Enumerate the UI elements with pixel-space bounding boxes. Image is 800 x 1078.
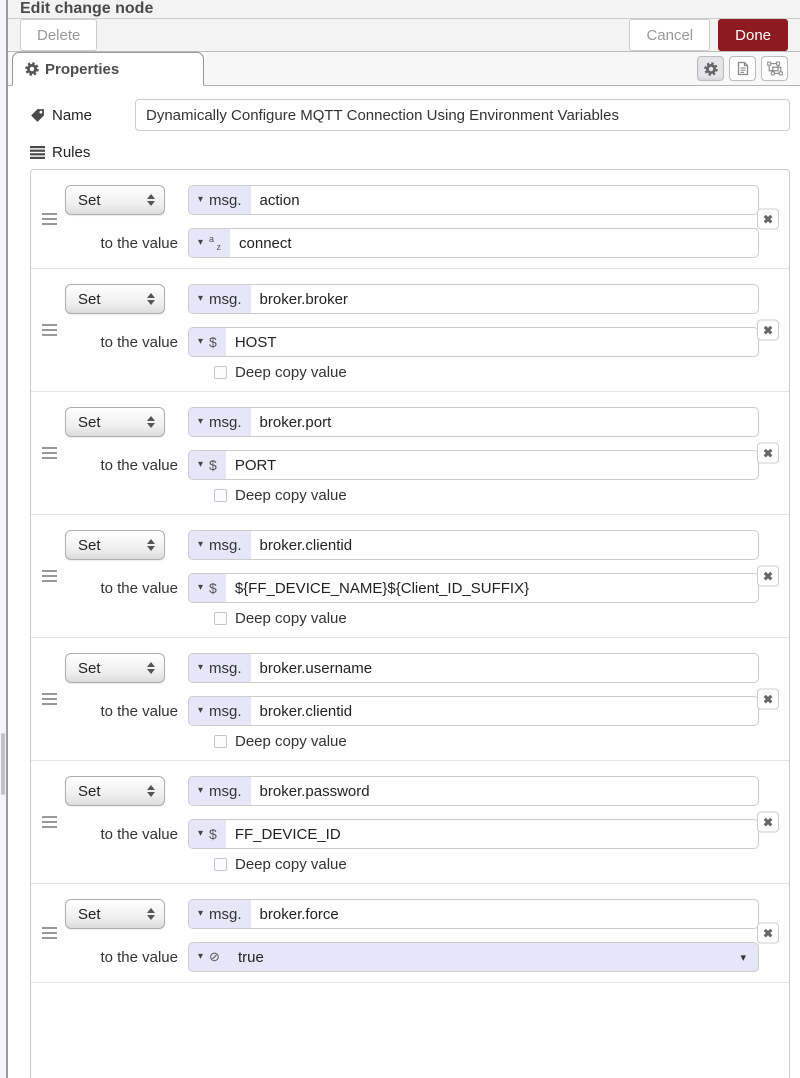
select-arrows-icon xyxy=(147,539,155,551)
rule-value-row xyxy=(65,450,759,480)
name-label-text: Name xyxy=(52,106,93,124)
delete-rule-button[interactable]: ✖ xyxy=(757,689,779,710)
chevron-down-icon: ▾ xyxy=(740,951,746,964)
to-value-label: to the value xyxy=(100,579,178,597)
chevron-down-icon: ▾ xyxy=(198,662,204,673)
value-type-button[interactable] xyxy=(189,451,226,479)
tab-properties-label: Properties xyxy=(45,60,120,78)
property-value: broker.port xyxy=(259,413,332,431)
dialog-toolbar xyxy=(8,19,800,52)
rule-row xyxy=(31,268,789,391)
delete-rule-button[interactable]: ✖ xyxy=(757,209,779,230)
property-value: broker.password xyxy=(259,782,370,800)
chevron-down-icon: ▾ xyxy=(198,539,204,550)
rule-property-row xyxy=(65,899,759,929)
action-select-value: Set xyxy=(78,905,101,923)
name-label xyxy=(30,107,135,124)
deep-copy-row xyxy=(65,364,759,381)
tab-bar xyxy=(8,52,800,86)
deep-copy-row xyxy=(65,487,759,504)
group-selection-icon xyxy=(767,61,783,76)
action-select-value: Set xyxy=(78,659,101,677)
property-type-button[interactable] xyxy=(189,285,251,313)
action-select-value: Set xyxy=(78,413,101,431)
delete-rule-button[interactable]: ✖ xyxy=(757,320,779,341)
select-arrows-icon xyxy=(147,194,155,206)
rule-value-row xyxy=(65,573,759,603)
select-arrows-icon xyxy=(147,662,155,674)
select-arrows-icon xyxy=(147,416,155,428)
property-type-button[interactable] xyxy=(189,408,251,436)
rule-value: HOST xyxy=(234,333,277,351)
property-value: action xyxy=(259,191,300,209)
property-input[interactable] xyxy=(188,653,759,683)
chevron-down-icon: ▾ xyxy=(198,237,204,248)
to-value-label: to the value xyxy=(100,333,178,351)
action-select-value: Set xyxy=(78,191,101,209)
rule-row xyxy=(31,170,789,268)
env-var-type-icon: $ xyxy=(209,580,217,596)
to-value-label: to the value xyxy=(100,825,178,843)
action-select[interactable] xyxy=(65,407,165,437)
chevron-down-icon: ▾ xyxy=(198,785,204,796)
delete-rule-button[interactable]: ✖ xyxy=(757,923,779,944)
rule-value-row xyxy=(65,942,759,972)
deep-copy-checkbox[interactable] xyxy=(214,366,227,379)
drag-handle-icon[interactable] xyxy=(39,924,60,942)
property-input[interactable] xyxy=(188,899,759,929)
delete-button[interactable]: Delete xyxy=(20,19,97,51)
rule-property-row xyxy=(65,653,759,683)
delete-rule-button[interactable]: ✖ xyxy=(757,443,779,464)
rule-row xyxy=(31,637,789,760)
env-var-type-icon: $ xyxy=(209,457,217,473)
action-select[interactable] xyxy=(65,653,165,683)
msg-type-label: msg. xyxy=(209,290,242,308)
string-type-icon: a z xyxy=(209,233,222,252)
rule-value: FF_DEVICE_ID xyxy=(234,825,341,843)
value-type-button[interactable] xyxy=(189,229,230,257)
scrollbar-thumb[interactable] xyxy=(1,733,5,795)
workspace-gutter xyxy=(0,0,8,1078)
deep-copy-label: Deep copy value xyxy=(235,610,347,627)
action-select-value: Set xyxy=(78,536,101,554)
rule-value: PORT xyxy=(234,456,277,474)
property-value: broker.clientid xyxy=(259,536,353,554)
property-value: broker.username xyxy=(259,659,373,677)
select-arrows-icon xyxy=(147,908,155,920)
drag-handle-icon[interactable] xyxy=(39,321,60,339)
action-select-value: Set xyxy=(78,782,101,800)
msg-type-label: msg. xyxy=(209,782,242,800)
description-view-button[interactable] xyxy=(729,56,756,81)
chevron-down-icon: ▾ xyxy=(198,459,204,470)
value-input[interactable] xyxy=(188,228,759,258)
edit-dialog xyxy=(8,0,800,1078)
value-input[interactable] xyxy=(188,819,759,849)
chevron-down-icon: ▾ xyxy=(198,336,204,347)
rules-list xyxy=(30,169,790,1078)
rule-value: ${FF_DEVICE_NAME}${Client_ID_SUFFIX} xyxy=(234,579,530,597)
deep-copy-label: Deep copy value xyxy=(235,733,347,750)
property-type-button[interactable] xyxy=(189,777,251,805)
deep-copy-checkbox[interactable] xyxy=(214,489,227,502)
action-select[interactable] xyxy=(65,899,165,929)
rules-label-text: Rules xyxy=(52,144,91,161)
cancel-button[interactable]: Cancel xyxy=(629,19,710,51)
action-select[interactable] xyxy=(65,776,165,806)
rule-property-row xyxy=(65,284,759,314)
deep-copy-row xyxy=(65,733,759,750)
chevron-down-icon: ▾ xyxy=(198,828,204,839)
drag-handle-icon[interactable] xyxy=(39,813,60,831)
property-type-button[interactable] xyxy=(189,900,251,928)
chevron-down-icon: ▾ xyxy=(198,951,204,962)
deep-copy-label: Deep copy value xyxy=(235,487,347,504)
deep-copy-row xyxy=(65,610,759,627)
property-type-button[interactable] xyxy=(189,654,251,682)
msg-type-label: msg. xyxy=(209,191,242,209)
action-select-value: Set xyxy=(78,290,101,308)
to-value-label: to the value xyxy=(100,234,178,252)
gear-icon xyxy=(25,62,39,76)
gear-icon xyxy=(704,62,718,76)
property-value: broker.broker xyxy=(259,290,348,308)
value-input[interactable] xyxy=(188,942,759,972)
drag-handle-icon[interactable] xyxy=(39,690,60,708)
properties-panel xyxy=(8,86,800,1078)
rule-row xyxy=(31,391,789,514)
chevron-down-icon: ▾ xyxy=(198,582,204,593)
msg-type-label: msg. xyxy=(209,536,242,554)
property-input[interactable] xyxy=(188,530,759,560)
rule-value-row xyxy=(65,228,759,258)
properties-view-button[interactable] xyxy=(697,56,724,81)
deep-copy-label: Deep copy value xyxy=(235,856,347,873)
name-input[interactable] xyxy=(135,99,790,131)
rules-label xyxy=(30,144,790,161)
value-input[interactable] xyxy=(188,573,759,603)
env-var-type-icon: $ xyxy=(209,826,217,842)
chevron-down-icon: ▾ xyxy=(198,194,204,205)
drag-handle-icon[interactable] xyxy=(39,210,60,228)
rule-property-row xyxy=(65,407,759,437)
rule-value-row xyxy=(65,696,759,726)
drag-handle-icon[interactable] xyxy=(39,567,60,585)
deep-copy-checkbox[interactable] xyxy=(214,612,227,625)
to-value-label: to the value xyxy=(100,702,178,720)
rule-row xyxy=(31,514,789,637)
deep-copy-checkbox[interactable] xyxy=(214,735,227,748)
value-type-button[interactable] xyxy=(189,697,251,725)
property-type-button[interactable] xyxy=(189,186,251,214)
rule-row xyxy=(31,883,789,983)
rule-value-row xyxy=(65,327,759,357)
rule-property-row xyxy=(65,185,759,215)
chevron-down-icon: ▾ xyxy=(198,705,204,716)
msg-type-label: msg. xyxy=(209,413,242,431)
delete-rule-button[interactable]: ✖ xyxy=(757,812,779,833)
chevron-down-icon: ▾ xyxy=(198,416,204,427)
property-input[interactable] xyxy=(188,284,759,314)
document-icon xyxy=(736,61,750,76)
msg-type-label: msg. xyxy=(209,905,242,923)
value-input[interactable] xyxy=(188,450,759,480)
name-row xyxy=(30,99,790,131)
action-select[interactable] xyxy=(65,284,165,314)
rule-value: connect xyxy=(239,234,292,252)
value-type-button[interactable] xyxy=(189,943,229,971)
list-icon xyxy=(30,146,45,159)
property-input[interactable] xyxy=(188,185,759,215)
property-value: broker.force xyxy=(259,905,339,923)
dialog-title: Edit change node xyxy=(20,0,154,17)
delete-rule-button[interactable]: ✖ xyxy=(757,566,779,587)
tag-icon xyxy=(30,108,45,123)
chevron-down-icon: ▾ xyxy=(198,293,204,304)
value-input[interactable] xyxy=(188,327,759,357)
rule-value-row xyxy=(65,819,759,849)
msg-type-icon: msg. xyxy=(209,702,242,720)
dialog-header xyxy=(8,0,800,19)
tab-actions xyxy=(697,56,788,81)
to-value-label: to the value xyxy=(100,948,178,966)
deep-copy-checkbox[interactable] xyxy=(214,858,227,871)
env-var-type-icon: $ xyxy=(209,334,217,350)
rule-value: broker.clientid xyxy=(259,702,353,720)
property-input[interactable] xyxy=(188,776,759,806)
select-arrows-icon xyxy=(147,785,155,797)
rule-property-row xyxy=(65,530,759,560)
action-select[interactable] xyxy=(65,530,165,560)
rule-row xyxy=(31,760,789,883)
drag-handle-icon[interactable] xyxy=(39,444,60,462)
tab-properties[interactable] xyxy=(12,52,204,86)
property-input[interactable] xyxy=(188,407,759,437)
value-type-button[interactable] xyxy=(189,820,226,848)
done-button[interactable]: Done xyxy=(718,19,788,51)
value-type-button[interactable] xyxy=(189,328,226,356)
chevron-down-icon: ▾ xyxy=(198,908,204,919)
appearance-view-button[interactable] xyxy=(761,56,788,81)
action-select[interactable] xyxy=(65,185,165,215)
value-input[interactable] xyxy=(188,696,759,726)
property-type-button[interactable] xyxy=(189,531,251,559)
deep-copy-row xyxy=(65,856,759,873)
boolean-type-icon: ⊘ xyxy=(209,949,220,964)
value-type-button[interactable] xyxy=(189,574,226,602)
msg-type-label: msg. xyxy=(209,659,242,677)
select-arrows-icon xyxy=(147,293,155,305)
rule-value: true xyxy=(237,948,264,966)
rule-property-row xyxy=(65,776,759,806)
deep-copy-label: Deep copy value xyxy=(235,364,347,381)
to-value-label: to the value xyxy=(100,456,178,474)
